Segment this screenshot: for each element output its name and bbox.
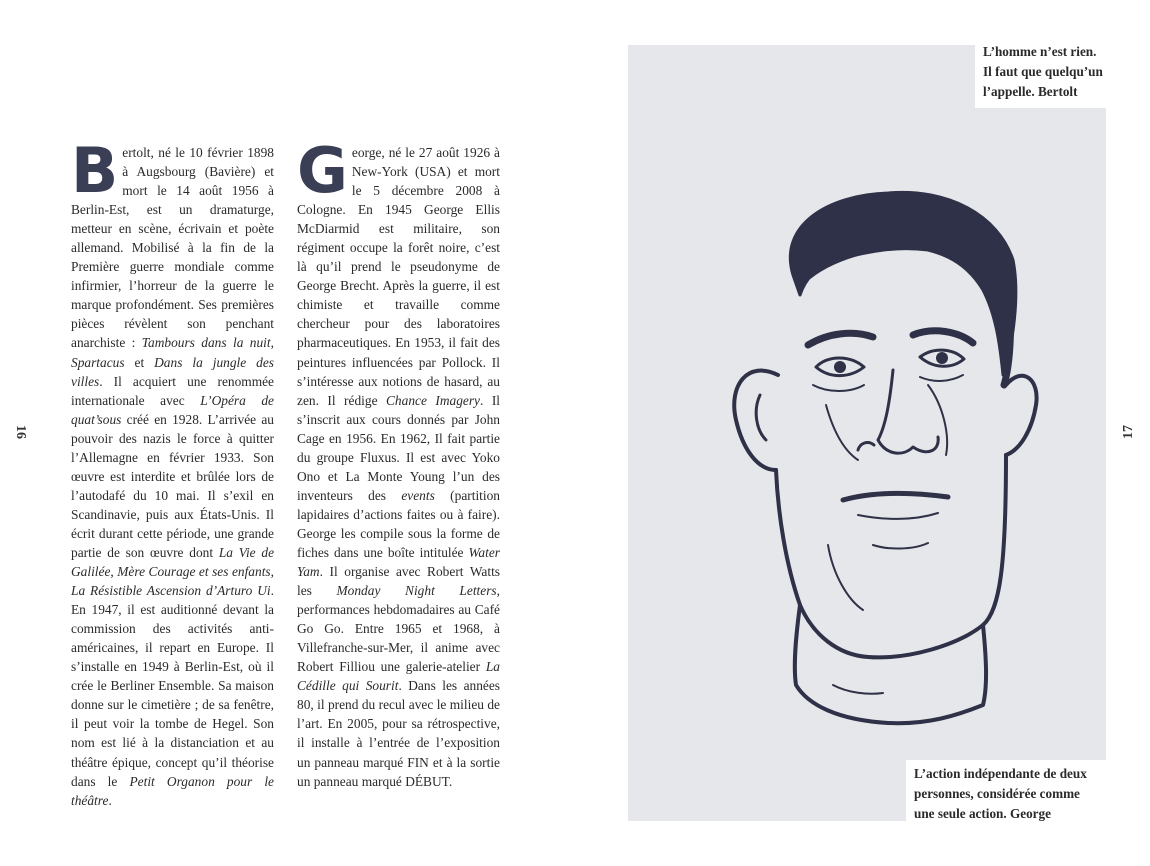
quote-bertolt: L’homme n’est rien. Il faut que quelqu’un l’appelle. Bertolt [975, 40, 1129, 108]
work-title: Spartacus [71, 354, 125, 370]
portrait-illustration [628, 45, 1106, 821]
page-number-right: 17 [1121, 425, 1136, 439]
work-title: Tambours dans la nuit [141, 335, 271, 351]
work-title: L’Opéra de quat’sous [71, 392, 274, 427]
page-number-left: 16 [13, 425, 28, 439]
hair [790, 192, 1016, 375]
work-title: Dans la jungle des villes [71, 354, 274, 389]
work-title: La Cédille qui Sourit [297, 659, 500, 694]
dropcap-b: B [71, 134, 117, 207]
eyebrow-right [913, 331, 973, 343]
george-biography: George, né le 27 août 1926 à New-York (USA) et mort le 5 décembre 2008 à Cologne. En 1945 George Ellis McDiarmid est militaire, son régiment occupe la forêt noire, c’est là qu’il prend le pseudonyme de George Brecht. Après la guerre, il est chimiste et travaille comme chercheur pour des laboratoires pharmaceutiques. En 1953, il fait des peintures influencées par Pollock. Il s’intéresse aux notions de hasard, au zen. Il rédige Chance Imagery. Il s’inscrit aux cours donnés par John Cage en 1956. En 1962, Il fait partie du groupe Fluxus. Il est avec Yoko Ono et La Monte Young l’un des inventeurs des events (partition lapidaires d’actions faites ou à faire). George les compile sous la forme de fiches dans une boîte intitulée Water Yam. Il organise avec Robert Watts les Monday Night Letters, performances hebdomadaires au Café Go Go. Entre 1965 et 1968, à Villefranche-sur-Mer, il anime avec Robert Filliou une galerie-atelier La Cédille qui Sourit. Dans les années 80, il prend du recul avec le milieu de l’art. En 2005, pour sa rétrospective, il installe à l’entrée de l’exposition un panneau marqué FIN et à la sortie un panneau marqué DÉBUT. [297, 134, 501, 789]
work-title: Mère Courage et ses enfants [117, 564, 271, 580]
nose [878, 370, 938, 453]
work-title: Monday Night Letters [336, 583, 497, 599]
work-title: Petit Organon pour le théâtre [71, 773, 274, 808]
quote-george: L’action indépendante de deux personnes, considérée comme une seule action. George [906, 760, 1125, 830]
work-title: Chance Imagery [386, 392, 480, 408]
bertolt-biography: Bertolt, né le 10 février 1898 à Augsbourg (Bavière) et mort le 14 août 1956 à Berlin-Est, est un dramaturge, metteur en scène, écrivain et poète allemand. Mobilisé à la fin de la Première guerre mondiale comme infirmier, l’horreur de la guerre le marque profondément. Ses premières pièces révèlent son penchant anarchiste : Tambours dans la nuit, Spartacus et Dans la jungle des villes. Il acquiert une renommée internationale avec L’Opéra de quat’sous créé en 1928. L’arrivée au pouvoir des nazis le force à quitter l’Allemagne en février 1933. Son œuvre est interdite et brûlée lors de l’autodafé du 10 mai. Il s’exil en Scandinavie, puis aux États-Unis. Il écrit durant cette période, une grande partie de son œuvre dont La Vie de Galilée, Mère Courage et ses enfants, La Résistible Ascension d’Arturo Ui. En 1947, il est auditionné devant la commission des activités anti-américaines, il repart en Europe. Il s’installe en 1949 à Berlin-Est, où il crée le Berliner Ensemble. Sa maison donne sur le cimetière ; de sa fenêtre, il peut voir la tombe de Hegel. Son nom est lié à la distanciation et au théâtre épique, concept qu’il théorise dans le Petit Organon pour le théâtre. [71, 134, 275, 808]
work-title: Water Yam [297, 544, 500, 580]
neck [795, 605, 986, 723]
work-title: La Résistible Ascension d’Arturo Ui [71, 583, 271, 599]
face-outline [776, 455, 1006, 657]
work-title: events [401, 487, 435, 503]
ear-right [1006, 376, 1037, 455]
eyebrow-left [808, 333, 873, 345]
mouth [843, 493, 948, 500]
portrait-panel [628, 45, 1106, 821]
dropcap-g: G [297, 134, 346, 207]
work-title: La Vie de Galilée [71, 544, 275, 580]
